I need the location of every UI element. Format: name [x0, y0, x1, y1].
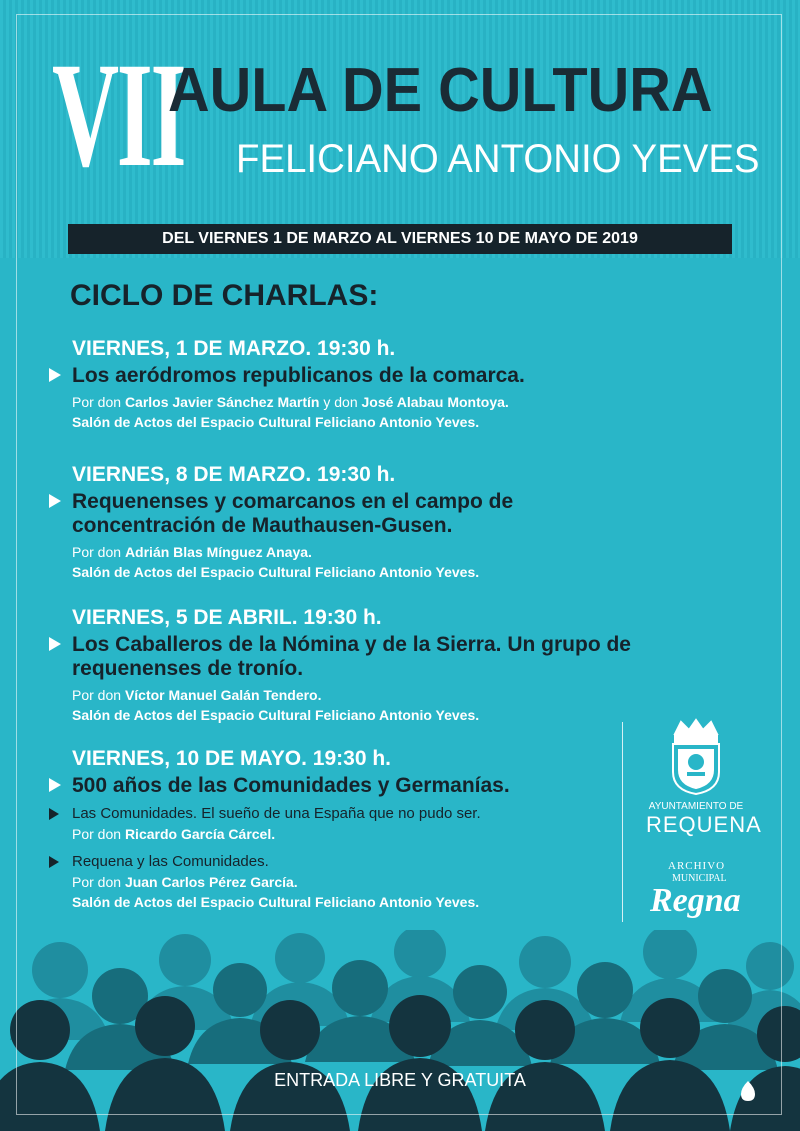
- subtitle: FELICIANO ANTONIO YEVES: [236, 137, 760, 181]
- section-title: CICLO DE CHARLAS:: [70, 279, 379, 312]
- archivo-script: Regna: [650, 882, 741, 919]
- event-speakers: Por don Víctor Manuel Galán Tendero.: [72, 687, 322, 703]
- event-title: Requenenses y comarcanos en el campo de concentración de Mauthausen-Gusen.: [46, 490, 636, 538]
- egg-logo-icon: [740, 1080, 756, 1102]
- event-speakers: Por don Carlos Javier Sánchez Martín y don José Alabau Montoya.: [72, 394, 509, 410]
- event-venue: Salón de Actos del Espacio Cultural Feliciano Antonio Yeves.: [72, 564, 480, 580]
- ayuntamiento-logo: [646, 716, 762, 837]
- event-date: VIERNES, 1 DE MARZO. 19:30 h.: [72, 337, 396, 360]
- sub-talk-1-speaker: Por don Ricardo García Cárcel.: [72, 826, 276, 842]
- ayuntamiento-label: AYUNTAMIENTO DE: [648, 801, 744, 812]
- event-3: [46, 605, 636, 725]
- logo-divider: [622, 722, 623, 922]
- event-title: 500 años de las Comunidades y Germanías.: [46, 774, 636, 798]
- event-title: Los Caballeros de la Nómina y de la Sierra. Un grupo de requenenses de tronío.: [46, 633, 636, 681]
- sub-talk-1: Las Comunidades. El sueño de una España que no pudo ser.: [46, 804, 636, 824]
- crowd-silhouette: [0, 930, 800, 1131]
- event-4: [46, 746, 636, 912]
- sub-talk-2: Requena y las Comunidades.: [46, 852, 636, 872]
- event-venue: Salón de Actos del Espacio Cultural Feliciano Antonio Yeves.: [72, 707, 480, 723]
- event-1: [46, 336, 636, 432]
- main-title: AULA DE CULTURA: [168, 56, 713, 125]
- play-triangle-icon: [49, 808, 59, 820]
- event-date: VIERNES, 5 DE ABRIL. 19:30 h.: [72, 606, 382, 629]
- archivo-line1: ARCHIVO: [668, 860, 726, 872]
- footer-admission: ENTRADA LIBRE Y GRATUITA: [274, 1070, 526, 1090]
- event-title: Los aeródromos republicanos de la comarca.: [46, 364, 636, 388]
- event-date: VIERNES, 8 DE MARZO. 19:30 h.: [72, 463, 396, 486]
- play-triangle-icon: [49, 778, 61, 792]
- event-2: [46, 462, 636, 582]
- play-triangle-icon: [49, 368, 61, 382]
- event-speakers: Por don Adrián Blas Mínguez Anaya.: [72, 544, 312, 560]
- sub-talk-2-speaker: Por don Juan Carlos Pérez García.: [72, 874, 298, 890]
- play-triangle-icon: [49, 856, 59, 868]
- edition-numeral: VII: [52, 32, 185, 198]
- ayuntamiento-name: REQUENA: [646, 812, 762, 837]
- archivo-line2: MUNICIPAL: [672, 873, 727, 884]
- event-date: VIERNES, 10 DE MAYO. 19:30 h.: [72, 747, 392, 770]
- event-venue: Salón de Actos del Espacio Cultural Feliciano Antonio Yeves.: [72, 414, 480, 430]
- play-triangle-icon: [49, 494, 61, 508]
- date-range-bar: DEL VIERNES 1 DE MARZO AL VIERNES 10 DE MAYO DE 2019: [68, 224, 732, 254]
- play-triangle-icon: [49, 637, 61, 651]
- header-banner: [0, 0, 800, 258]
- coat-of-arms-icon: [665, 716, 727, 796]
- event-venue: Salón de Actos del Espacio Cultural Feliciano Antonio Yeves.: [72, 894, 480, 910]
